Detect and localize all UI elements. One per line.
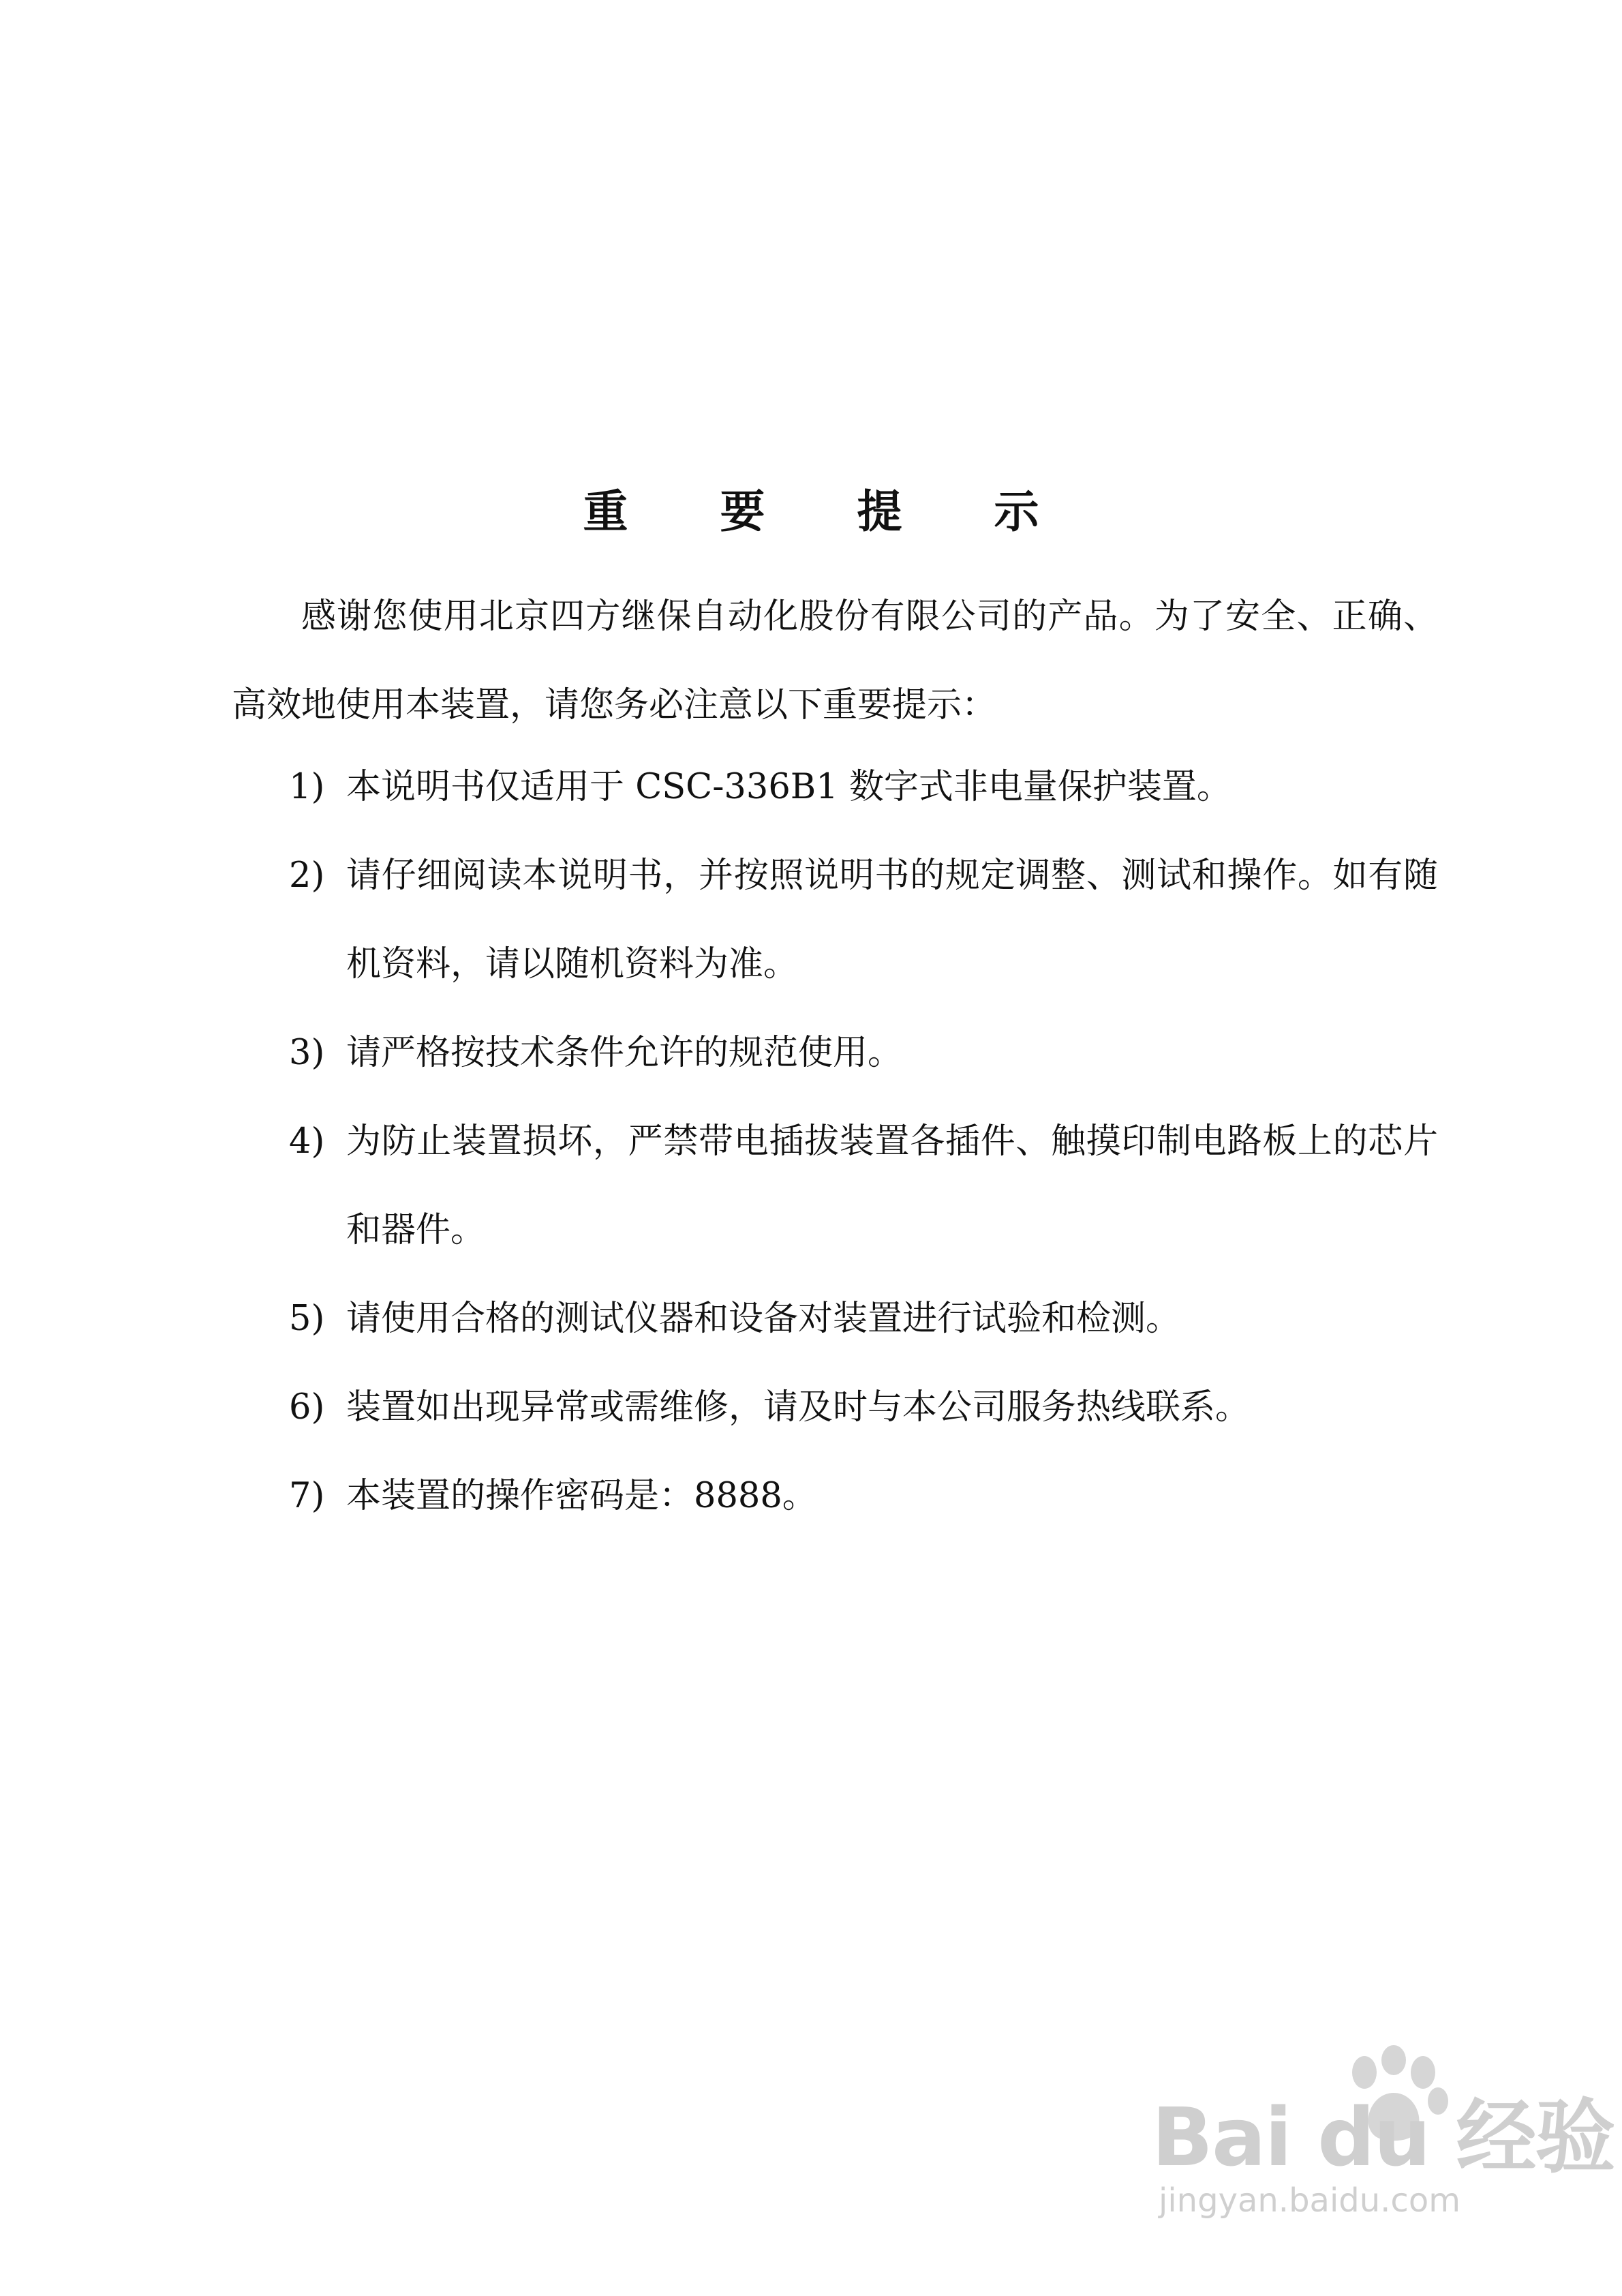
list-item xyxy=(289,1452,1438,1541)
notice-list xyxy=(289,743,1438,1541)
item-text: 为防止装置损坏，严禁带电插拔装置各插件、触摸印制电路板上的芯片和器件。 xyxy=(346,1121,1438,1250)
item-number: 5) xyxy=(289,1299,325,1339)
list-item xyxy=(289,1363,1438,1452)
item-text: 本说明书仅适用于 CSC-336B1 数字式非电量保护装置。 xyxy=(346,767,1231,807)
watermark-logo: Bai du 经验 xyxy=(1152,2090,1615,2184)
page-title: 重 要 提 示 xyxy=(583,485,1077,538)
item-text: 装置如出现异常或需维修，请及时与本公司服务热线联系。 xyxy=(346,1387,1251,1428)
item-text: 本装置的操作密码是：8888。 xyxy=(346,1476,817,1516)
item-text: 请严格按技术条件允许的规范使用。 xyxy=(346,1033,903,1073)
watermark-url: jingyan.baidu.com xyxy=(1159,2181,1460,2220)
item-number: 6) xyxy=(289,1387,325,1428)
item-number: 1) xyxy=(289,767,325,807)
item-text: 请仔细阅读本说明书，并按照说明书的规定调整、测试和操作。如有随机资料，请以随机资料为准。 xyxy=(346,856,1438,984)
item-number: 2) xyxy=(289,856,325,896)
intro-paragraph: 感谢您使用北京四方继保自动化股份有限公司的产品。为了安全、正确、高效地使用本装置，请您务必注意以下重要提示： xyxy=(232,596,1438,725)
list-item xyxy=(289,743,1438,832)
list-item xyxy=(289,832,1438,1009)
baidu-jingyan-watermark xyxy=(1152,2045,1615,2250)
item-number: 3) xyxy=(289,1033,325,1073)
list-item xyxy=(289,1098,1438,1275)
list-item xyxy=(289,1275,1438,1363)
list-item xyxy=(289,1009,1438,1098)
item-number: 7) xyxy=(289,1476,325,1516)
item-number: 4) xyxy=(289,1121,325,1162)
item-text: 请使用合格的测试仪器和设备对装置进行试验和检测。 xyxy=(346,1299,1181,1339)
